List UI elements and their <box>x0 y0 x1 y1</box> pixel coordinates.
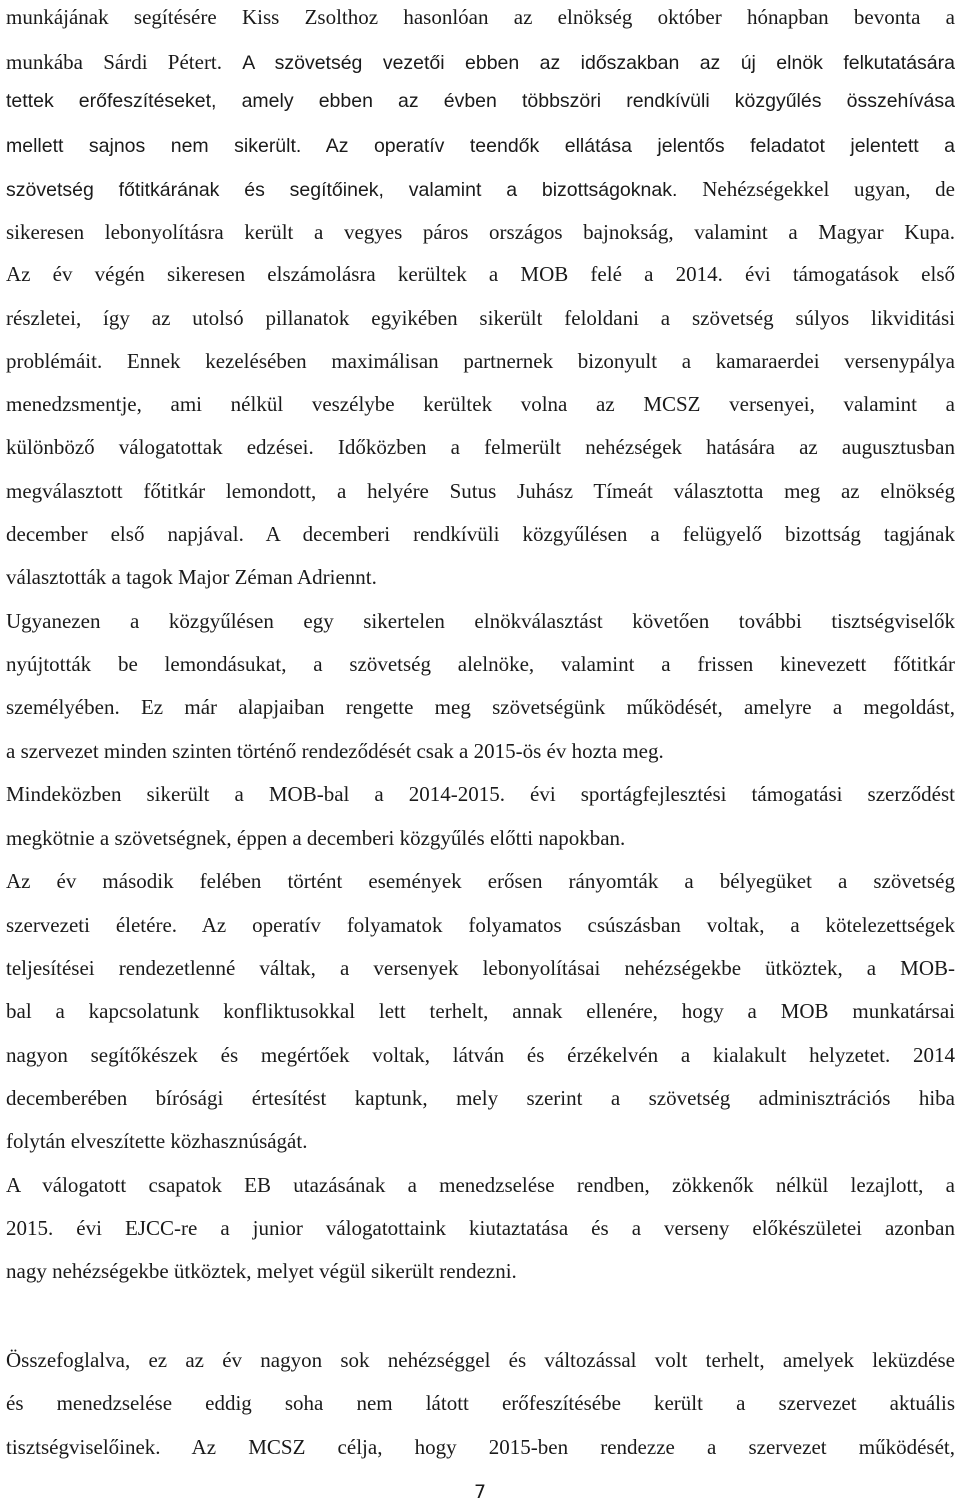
text-line <box>6 1432 955 1462</box>
text-line <box>6 476 955 506</box>
text-line <box>6 823 955 853</box>
text-line <box>6 779 955 809</box>
text-run: megkötnie a szövetségnek, éppen a decemberi közgyűlés előtti napokban. <box>6 826 626 850</box>
text-run: szervezeti életére. Az operatív folyamatok folyamatos csúszásban voltak, a kötelezettségek <box>6 913 955 937</box>
text-run: és menedzselése eddig soha nem látott erőfeszítésébe került a szervezet aktuális <box>6 1391 955 1415</box>
text-line <box>6 562 955 592</box>
text-line <box>6 86 955 116</box>
text-line <box>6 389 955 419</box>
text-run: bal a kapcsolatunk konfliktusokkal lett terhelt, annak ellenére, hogy a MOB munkatársai <box>6 999 955 1023</box>
text-run: különböző válogatottak edzései. Időközben a felmerült nehézségek hatására az augusztusban <box>6 435 955 459</box>
text-run: a szervezet minden szinten történő rendeződését csak a 2015-ös év hozta meg. <box>6 739 664 763</box>
text-line <box>6 1083 955 1113</box>
text-line <box>6 174 955 204</box>
text-line <box>6 519 955 549</box>
text-run: Összefoglalva, ez az év nagyon sok nehézséggel és változással volt terhelt, amelyek leküzdése <box>6 1348 955 1372</box>
text-run: részletei, így az utolsó pillanatok egyikében sikerült feloldani a szövetség súlyos likviditási <box>6 306 955 330</box>
text-run: nagyon segítőkészek és megértőek voltak, látván és érzékelvén a kialakult helyzetet. 2014 <box>6 1043 955 1067</box>
text-line <box>6 736 955 766</box>
text-run: 2015. évi EJCC-re a junior válogatottaink kiutaztatása és a verseny előkészületei azonban <box>6 1216 955 1240</box>
text-run: szövetség főtitkárának és segítőinek, valamint a bizottságoknak. <box>6 179 703 201</box>
text-line <box>6 606 955 636</box>
text-run: decemberében bírósági értesítést kaptunk, mely szerint a szövetség adminisztrációs hiba <box>6 1086 955 1110</box>
text-line <box>6 1126 955 1156</box>
text-line <box>6 346 955 376</box>
text-line <box>6 131 955 161</box>
text-run: Nehézségekkel ugyan, de <box>702 177 955 201</box>
text-line <box>6 866 955 896</box>
text-line <box>6 217 955 247</box>
text-run: december első napjával. A decemberi rendkívüli közgyűlésen a felügyelő bizottság tagjának <box>6 522 955 546</box>
text-run: munkába Sárdi Pétert. <box>6 50 243 74</box>
text-line <box>6 2 955 32</box>
text-run: Az év végén sikeresen elszámolásra kerültek a MOB felé a 2014. évi támogatások első <box>6 262 955 286</box>
text-run: nyújtották be lemondásukat, a szövetség alelnöke, valamint a frissen kinevezett főtitkár <box>6 652 955 676</box>
page-number: 7 <box>473 1481 487 1503</box>
text-run: tisztségviselőinek. Az MCSZ célja, hogy 2015-ben rendezze a szervezet működését, <box>6 1435 955 1459</box>
text-run: A szövetség vezetői ebben az időszakban az új elnök felkutatására <box>242 52 955 74</box>
text-line <box>6 1388 955 1418</box>
text-run: Ugyanezen a közgyűlésen egy sikertelen elnökválasztást követően további tisztségviselők <box>6 609 955 633</box>
text-run: sikeresen lebonyolításra került a vegyes páros országos bajnokság, valamint a Magyar Kupa. <box>6 220 955 244</box>
text-run: tettek erőfeszítéseket, amely ebben az évben többszöri rendkívüli közgyűlés összehívása <box>6 90 955 112</box>
text-run: teljesítései rendezetlenné váltak, a versenyek lebonyolításai nehézségekbe ütköztek, a MOB- <box>6 956 955 980</box>
text-run: A válogatott csapatok EB utazásának a menedzselése rendben, zökkenők nélkül lezajlott, a <box>6 1173 955 1197</box>
text-line <box>6 953 955 983</box>
text-line <box>6 47 955 77</box>
text-line <box>6 996 955 1026</box>
text-run: megválasztott főtitkár lemondott, a helyére Sutus Juhász Tímeát választotta meg az elnökség <box>6 479 955 503</box>
text-run: Mindeközben sikerült a MOB-bal a 2014-2015. évi sportágfejlesztési támogatási szerződést <box>6 782 955 806</box>
text-run: munkájának segítésére Kiss Zsolthoz hasonlóan az elnökség október hónapban bevonta a <box>6 5 955 29</box>
text-run: választották a tagok Major Zéman Adriennt. <box>6 565 377 589</box>
text-run: mellett sajnos nem sikerült. Az operatív teendők ellátása jelentős feladatot jelentett a <box>6 135 955 157</box>
text-run: személyében. Ez már alapjaiban rengette meg szövetségünk működését, amelyre a megoldást, <box>6 695 955 719</box>
text-line <box>6 1040 955 1070</box>
text-line <box>6 1345 955 1375</box>
text-line <box>6 259 955 289</box>
text-line <box>6 432 955 462</box>
text-run: Az év második felében történt események erősen rányomták a bélyegüket a szövetség <box>6 869 955 893</box>
text-run: folytán elveszítette közhasznúságát. <box>6 1129 308 1153</box>
text-line <box>6 1256 955 1286</box>
text-line <box>6 649 955 679</box>
text-run: nagy nehézségekbe ütköztek, melyet végül sikerült rendezni. <box>6 1259 517 1283</box>
text-line <box>6 1213 955 1243</box>
text-line <box>6 303 955 333</box>
text-line <box>6 692 955 722</box>
text-run: menedzsmentje, ami nélkül veszélybe kerültek volna az MCSZ versenyei, valamint a <box>6 392 955 416</box>
text-line <box>6 910 955 940</box>
text-run: problémáit. Ennek kezelésében maximálisan partnernek bizonyult a kamaraerdei versenypálya <box>6 349 955 373</box>
text-line <box>6 1170 955 1200</box>
